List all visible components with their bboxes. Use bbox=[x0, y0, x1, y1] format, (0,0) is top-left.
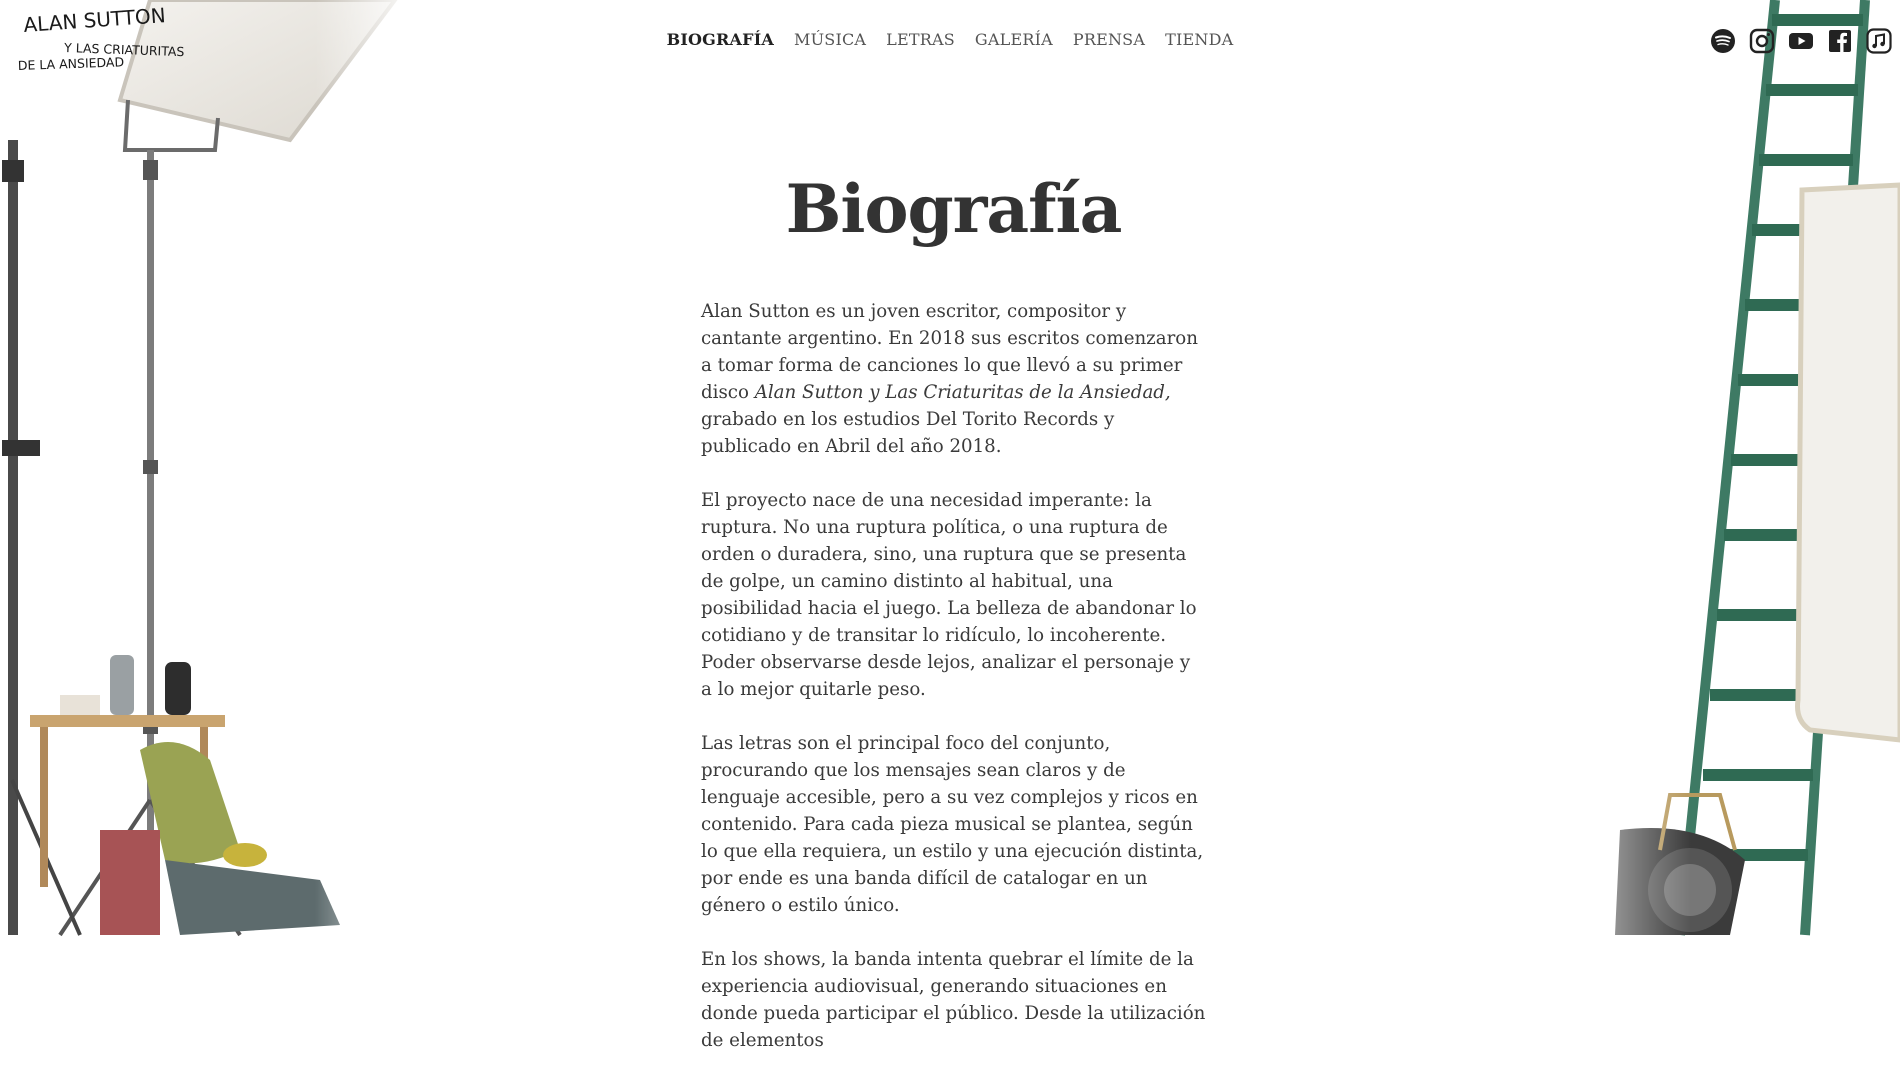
paragraph-1-text-a: Alan Sutton es un joven escritor, compositor y cantante argentino. En 2018 sus escritos comenzaron a tomar forma de canciones lo que llevó a su primer disco bbox=[701, 301, 1198, 403]
facebook-icon[interactable] bbox=[1827, 28, 1853, 54]
nav-item-galeria[interactable]: GALERÍA bbox=[974, 30, 1053, 49]
page-title: Biografía bbox=[785, 170, 1122, 248]
album-title: Alan Sutton y Las Criaturitas de la Ansiedad, bbox=[754, 382, 1171, 403]
apple-music-icon[interactable] bbox=[1866, 28, 1892, 54]
social-links bbox=[1710, 28, 1892, 54]
main-nav bbox=[0, 30, 1900, 49]
spotify-icon[interactable] bbox=[1710, 28, 1736, 54]
nav-item-letras[interactable]: LETRAS bbox=[886, 30, 955, 49]
studio-scene-right-image bbox=[1520, 0, 1900, 935]
biography-paragraph-2: El proyecto nace de una necesidad imperante: la ruptura. No una ruptura política, o una ruptura de orden o duradera, sino, una ruptura que se presenta de golpe, un camino distinto al habitual, una posibilidad hacia el juego. La belleza de abandonar lo cotidiano y de transitar lo ridículo, lo incoherente. Poder observarse desde lejos, analizar el personaje y a lo mejor quitarle peso. bbox=[701, 490, 1197, 700]
biography-paragraph-3: Las letras son el principal foco del conjunto, procurando que los mensajes sean claros y de lenguaje accesible, pero a su vez complejos y ricos en contenido. Para cada pieza musical se plantea, según lo que ella requiera, un estilo y una ejecución distinta, por ende es una banda difícil de catalogar en un género o estilo único. bbox=[701, 733, 1204, 916]
logo-line-3: DE LA ANSIEDAD bbox=[17, 54, 125, 73]
paragraph-1-text-b: grabado en los estudios Del Torito Records y publicado en Abril del año 2018. bbox=[701, 409, 1115, 457]
biography-content bbox=[701, 170, 1206, 1081]
logo-line-2: Y LAS CRIATURITAS bbox=[63, 40, 185, 60]
studio-scene-left-image bbox=[0, 0, 420, 935]
nav-item-prensa[interactable]: PRENSA bbox=[1072, 30, 1146, 49]
instagram-icon[interactable] bbox=[1749, 28, 1775, 54]
nav-item-biografia[interactable]: BIOGRAFÍA bbox=[666, 30, 775, 49]
biography-paragraph-4: En los shows, la banda intenta quebrar el límite de la experiencia audiovisual, generando situaciones en donde pueda participar el público. Desde la utilización de elementos bbox=[701, 949, 1206, 1051]
logo-line-1: ALAN SUTTON bbox=[22, 3, 167, 37]
biography-paragraph-1 bbox=[701, 298, 1206, 460]
nav-item-tienda[interactable]: TIENDA bbox=[1165, 30, 1234, 49]
youtube-icon[interactable] bbox=[1788, 28, 1814, 54]
nav-item-musica[interactable]: MÚSICA bbox=[794, 30, 867, 49]
